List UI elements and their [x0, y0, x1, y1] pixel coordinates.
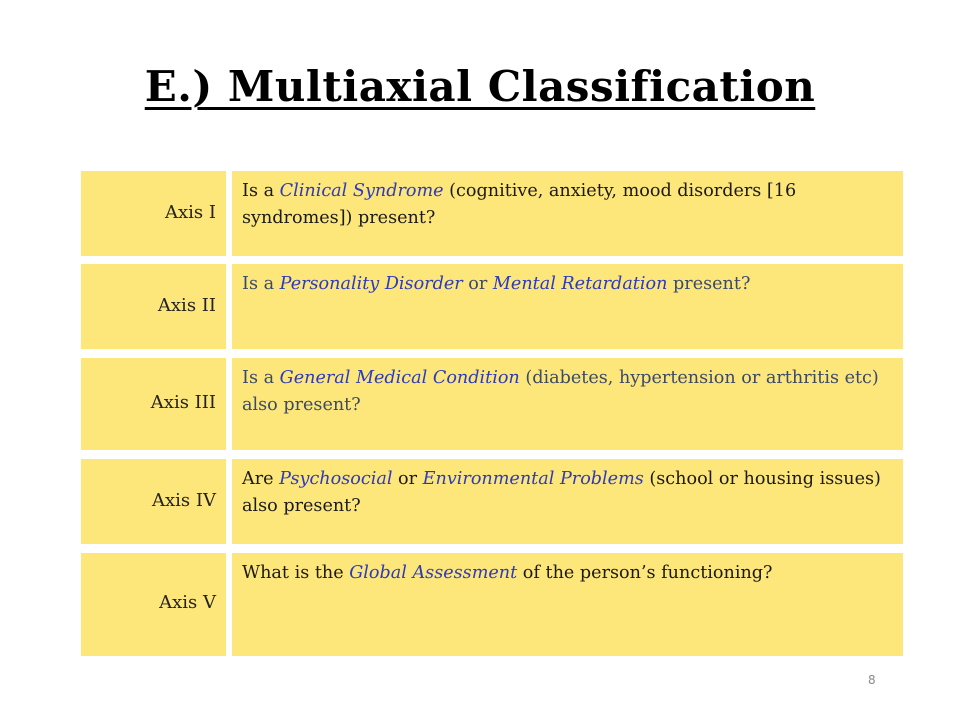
description-cell	[232, 171, 903, 256]
axis-cell	[81, 553, 226, 656]
emphasis-term: Mental Retardation	[492, 274, 668, 294]
emphasis-term: General Medical Condition	[279, 368, 520, 388]
axis-label: Axis II	[157, 295, 216, 316]
axis-label: Axis V	[159, 592, 216, 613]
description-text: What is the Global Assessment of the person’s functioning?	[242, 563, 773, 583]
axis-cell	[81, 264, 226, 349]
description-cell	[232, 358, 903, 450]
axis-cell	[81, 459, 226, 544]
axis-label: Axis I	[165, 202, 216, 223]
description-text: Is a Clinical Syndrome (cognitive, anxiety, mood disorders [16 syndromes]) present?	[242, 181, 797, 228]
description-text: Are Psychosocial or Environmental Problems (school or housing issues) also present?	[242, 469, 881, 516]
axis-cell	[81, 171, 226, 256]
emphasis-term: Global Assessment	[349, 563, 518, 583]
description-text: Is a General Medical Condition (diabetes, hypertension or arthritis etc) also present?	[242, 368, 879, 415]
emphasis-term: Psychosocial	[279, 469, 393, 489]
axis-row-4	[81, 459, 903, 544]
description-cell	[232, 264, 903, 349]
axis-label: Axis IV	[152, 490, 216, 511]
emphasis-term: Personality Disorder	[279, 274, 463, 294]
axis-row-1	[81, 171, 903, 256]
description-cell	[232, 553, 903, 656]
axis-row-3	[81, 358, 903, 450]
axis-row-5	[81, 553, 903, 656]
axis-row-2	[81, 264, 903, 349]
page-number: 8	[868, 673, 876, 687]
emphasis-term: Environmental Problems	[422, 469, 644, 489]
description-cell	[232, 459, 903, 544]
emphasis-term: Clinical Syndrome	[279, 181, 444, 201]
description-text: Is a Personality Disorder or Mental Retardation present?	[242, 274, 751, 294]
axis-cell	[81, 358, 226, 450]
axis-label: Axis III	[150, 392, 216, 413]
slide-title: E.) Multiaxial Classification	[144, 62, 816, 111]
